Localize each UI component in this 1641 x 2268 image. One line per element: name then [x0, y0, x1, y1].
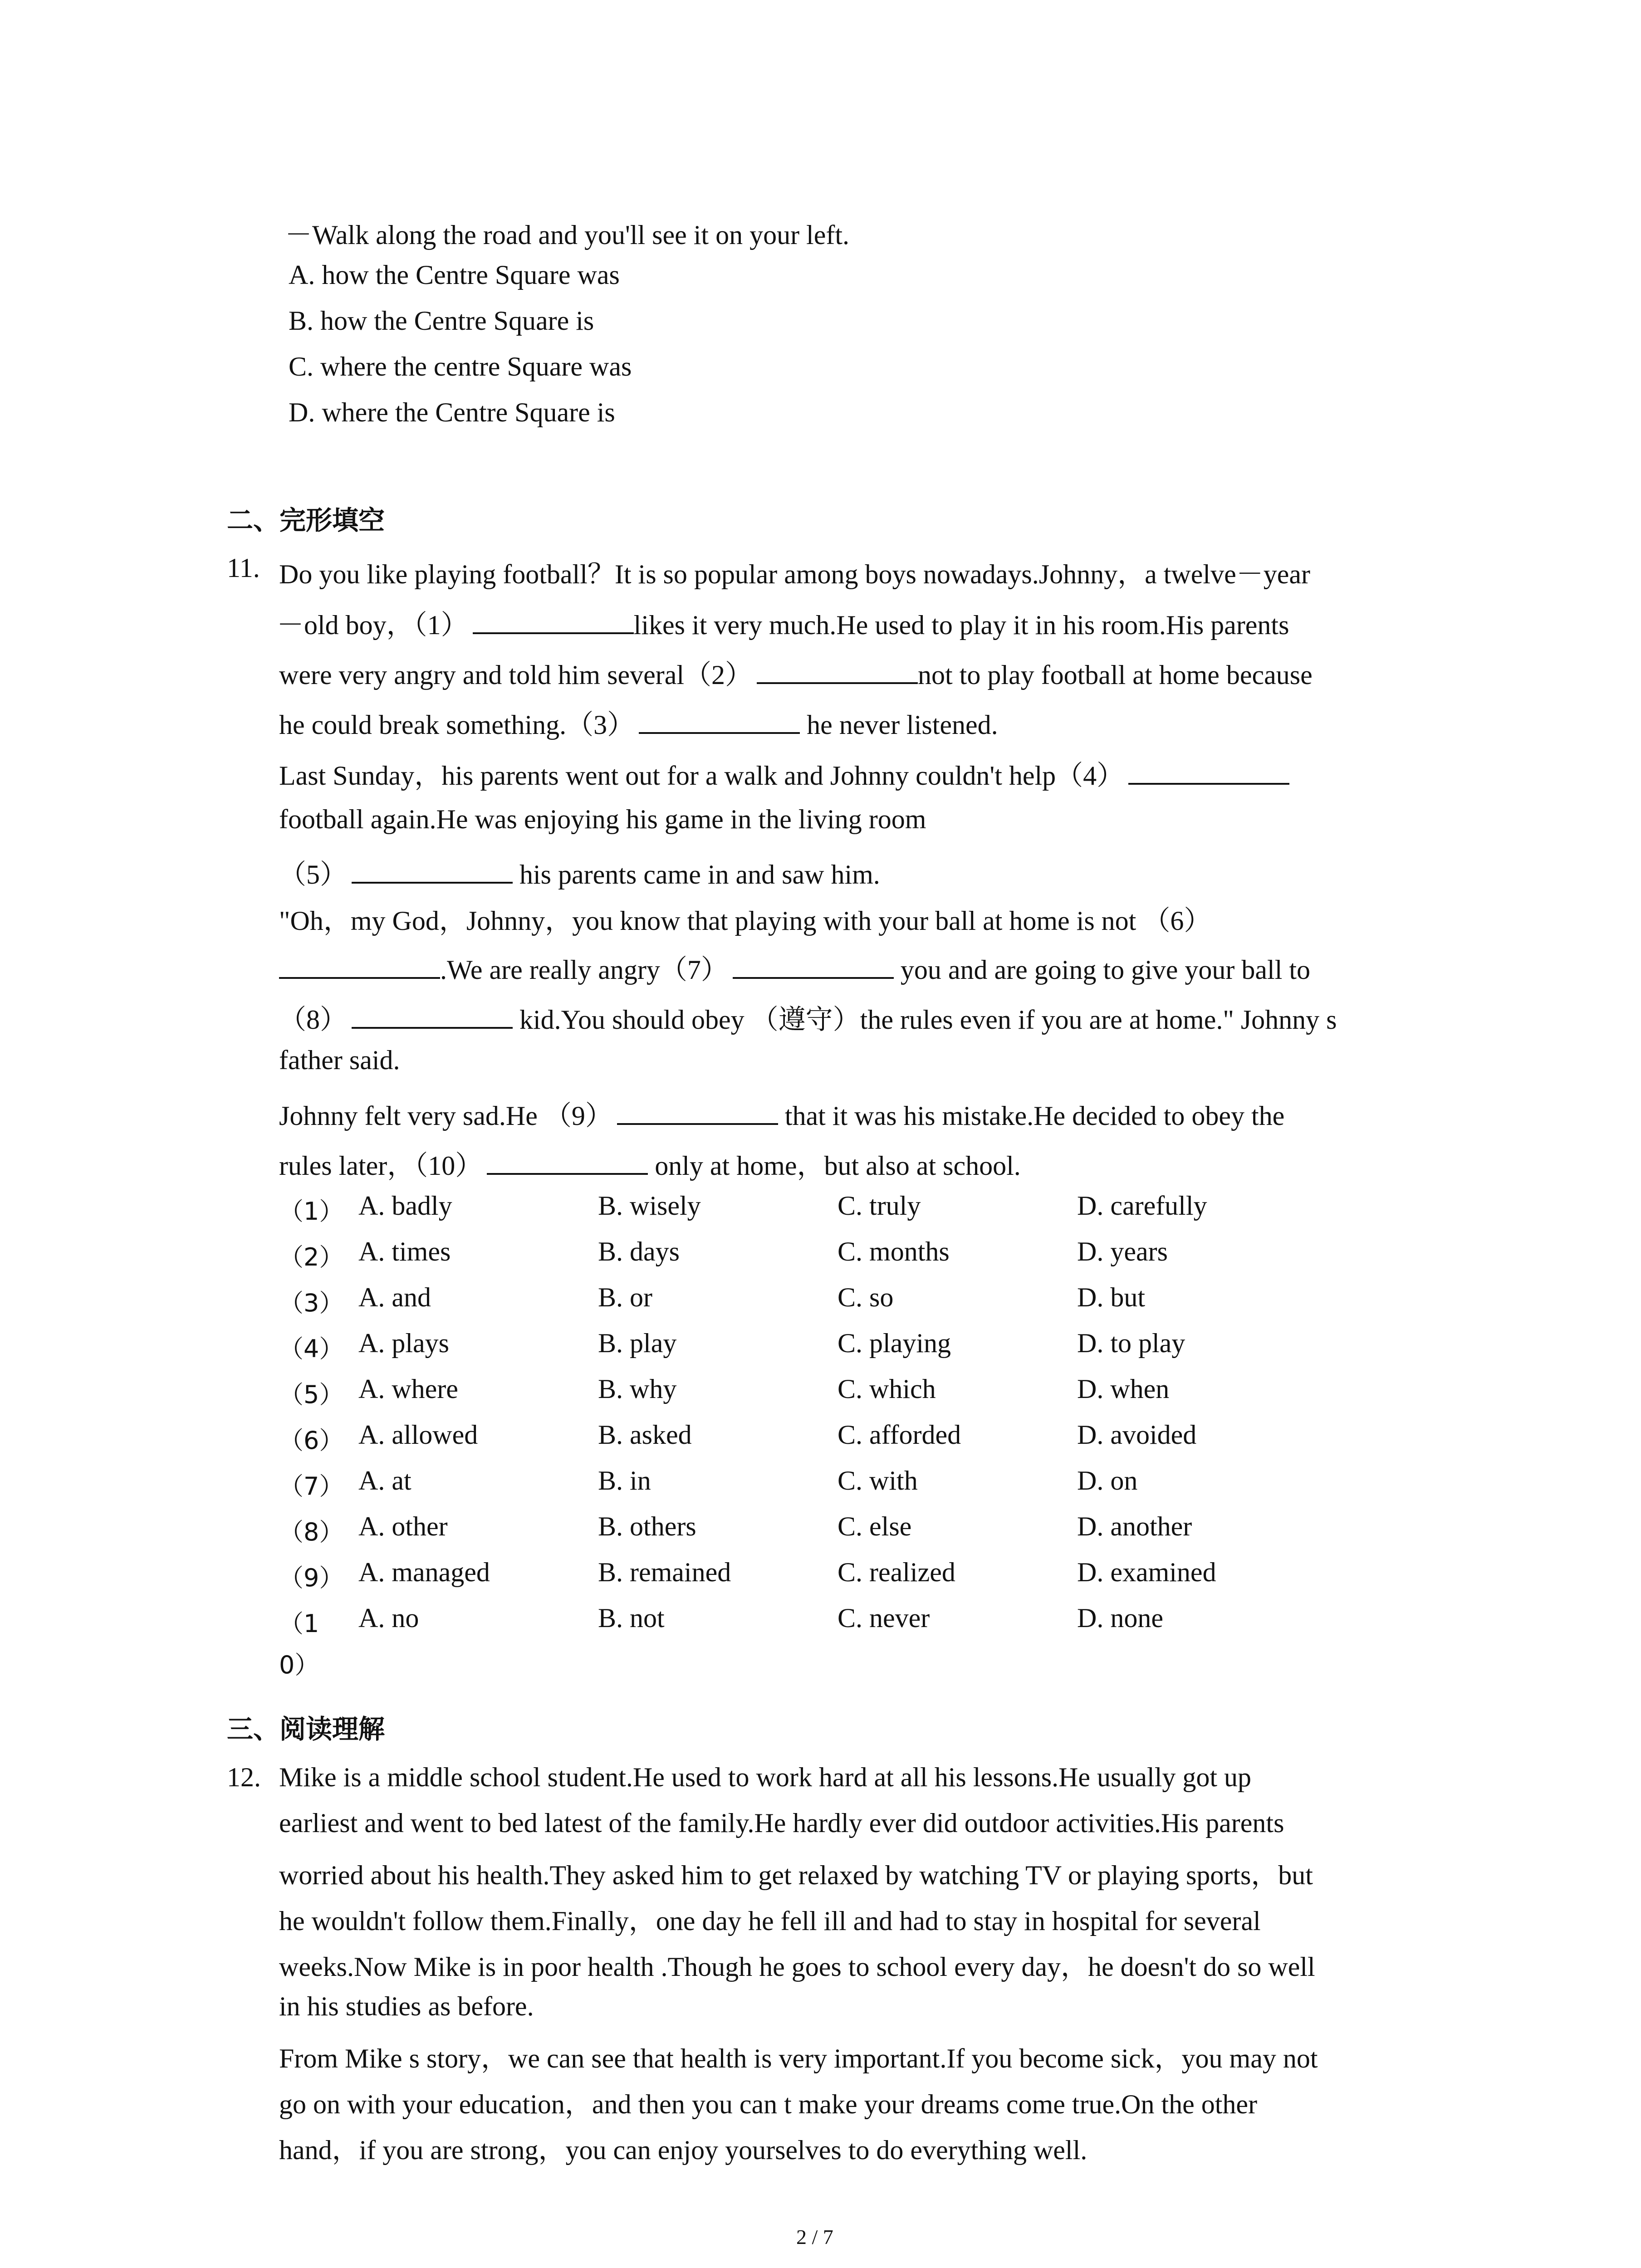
choice-a: A. times	[358, 1237, 451, 1266]
blank-1	[473, 609, 634, 634]
q12-line-2: earliest and went to bed latest of the family.He hardly ever did outdoor activities.His parents	[279, 1808, 1284, 1838]
section-3-title: 三、阅读理解	[227, 1714, 385, 1745]
q11-line-6: football again.He was enjoying his game in the living room	[279, 804, 926, 834]
blank-4	[1128, 759, 1289, 785]
q11-line-3: were very angry and told him several（2） not to play football at home because	[279, 653, 1313, 692]
blank-8	[352, 1003, 513, 1029]
choice-a: A. allowed	[358, 1420, 478, 1450]
q12-number: 12.	[227, 1762, 261, 1792]
choice-c: C. else	[838, 1511, 912, 1541]
choice-d: D. when	[1077, 1374, 1170, 1404]
choice-number: （5）	[279, 1380, 344, 1409]
choice-a: A. where	[358, 1374, 458, 1404]
choice-c: C. afforded	[838, 1420, 961, 1450]
choice-d: D. on	[1077, 1466, 1138, 1496]
q11-number: 11.	[227, 553, 260, 583]
choice-a: A. at	[358, 1466, 411, 1496]
choice-b: B. asked	[598, 1420, 692, 1450]
choice-a: A. no	[358, 1603, 419, 1633]
choice-number: （3）	[279, 1289, 344, 1317]
choice-b: B. in	[598, 1466, 651, 1496]
choice-b: B. wisely	[598, 1191, 701, 1221]
choice-d: D. years	[1077, 1237, 1168, 1266]
choice-number: （9）	[279, 1564, 344, 1592]
choice-b: B. why	[598, 1374, 677, 1404]
choice-c: C. playing	[838, 1328, 951, 1358]
page-number: 2 / 7	[796, 2225, 833, 2248]
choice-b: B. play	[598, 1328, 677, 1358]
choice-c: C. with	[838, 1466, 918, 1496]
choice-a: A. badly	[358, 1191, 452, 1221]
q10-option-a: A. how the Centre Square was	[289, 260, 620, 290]
blank-5	[352, 858, 513, 884]
section-2-title: 二、完形填空	[227, 505, 385, 536]
choice-c: C. months	[838, 1237, 950, 1266]
q11-line-8: "Oh，my God，Johnny，you know that playing with your ball at home is not （6）	[279, 906, 1211, 936]
choice-c: C. truly	[838, 1191, 921, 1221]
choice-number: （7）	[279, 1472, 344, 1501]
q11-line-10: （8） kid.You should obey （遵守）the rules even if you are at home." Johnny s	[279, 998, 1337, 1037]
q11-line-12: Johnny felt very sad.He （9） that it was his mistake.He decided to obey the	[279, 1094, 1284, 1133]
choice-a: A. and	[358, 1282, 431, 1312]
q11-line-7: （5） his parents came in and saw him.	[279, 853, 880, 892]
blank-2	[757, 659, 918, 684]
q11-line-2: －old boy，（1） likes it very much.He used to play it in his room.His parents	[277, 603, 1289, 642]
q12-line-4: he wouldn't follow them.Finally，one day he fell ill and had to stay in hospital for several	[279, 1906, 1261, 1936]
q10-option-c: C. where the centre Square was	[289, 352, 632, 381]
choice-d: D. another	[1077, 1511, 1192, 1541]
q12-line-6: in his studies as before.	[279, 1991, 534, 2021]
choice-c: C. realized	[838, 1557, 955, 1587]
q11-line-9: .We are really angry（7） you and are going to give your ball to	[279, 948, 1310, 987]
q12-line-7: From Mike s story，we can see that health is very important.If you become sick，you may not	[279, 2043, 1318, 2073]
choice-number: （1）	[279, 1197, 344, 1226]
choice-number: （6）	[279, 1426, 344, 1455]
q12-line-3: worried about his health.They asked him to get relaxed by watching TV or playing sports，but	[279, 1860, 1313, 1890]
choice-b: B. days	[598, 1237, 680, 1266]
q10-answer-line: －Walk along the road and you'll see it on your left.	[285, 220, 850, 250]
blank-10	[487, 1149, 648, 1175]
choice-c: C. so	[838, 1282, 894, 1312]
q12-line-1: Mike is a middle school student.He used to work hard at all his lessons.He usually got up	[279, 1762, 1252, 1792]
choice-d: D. avoided	[1077, 1420, 1197, 1450]
choice-c: C. never	[838, 1603, 930, 1633]
choice-d: D. none	[1077, 1603, 1163, 1633]
choice-b: B. others	[598, 1511, 696, 1541]
blank-3	[639, 709, 800, 734]
choice-d: D. but	[1077, 1282, 1145, 1312]
choice-b: B. or	[598, 1282, 652, 1312]
choice-number: （4）	[279, 1334, 344, 1363]
choice-a: A. other	[358, 1511, 448, 1541]
q12-line-5: weeks.Now Mike is in poor health .Though he goes to school every day，he doesn't do so well	[279, 1952, 1315, 1982]
q11-line-4: he could break something.（3） he never listened.	[279, 703, 998, 742]
q11-line-13: rules later，（10） only at home，but also at school.	[279, 1144, 1021, 1183]
choice-number: （2）	[279, 1243, 344, 1271]
blank-6	[279, 953, 440, 979]
q11-line-1: Do you like playing football？It is so popular among boys nowadays.Johnny，a twelve－year	[279, 559, 1310, 589]
choice-number: （1	[279, 1609, 319, 1638]
blank-9	[617, 1100, 778, 1125]
choice-number: （8）	[279, 1518, 344, 1546]
choice-b: B. not	[598, 1603, 665, 1633]
choice-c: C. which	[838, 1374, 936, 1404]
q12-line-9: hand，if you are strong，you can enjoy yourselves to do everything well.	[279, 2135, 1087, 2165]
choice-d: D. examined	[1077, 1557, 1216, 1587]
choice-a: A. managed	[358, 1557, 490, 1587]
choice-d: D. to play	[1077, 1328, 1185, 1358]
blank-7	[733, 953, 894, 979]
q10-option-d: D. where the Centre Square is	[289, 397, 615, 427]
q12-line-8: go on with your education，and then you can t make your dreams come true.On the other	[279, 2089, 1258, 2119]
q11-line-5: Last Sunday，his parents went out for a walk and Johnny couldn't help（4）	[279, 754, 1289, 793]
q11-line-11: father said.	[279, 1045, 400, 1075]
choice-b: B. remained	[598, 1557, 731, 1587]
choice-d: D. carefully	[1077, 1191, 1207, 1221]
choice-a: A. plays	[358, 1328, 449, 1358]
q10-option-b: B. how the Centre Square is	[289, 306, 594, 336]
choice-number-continued: 0）	[279, 1651, 319, 1679]
